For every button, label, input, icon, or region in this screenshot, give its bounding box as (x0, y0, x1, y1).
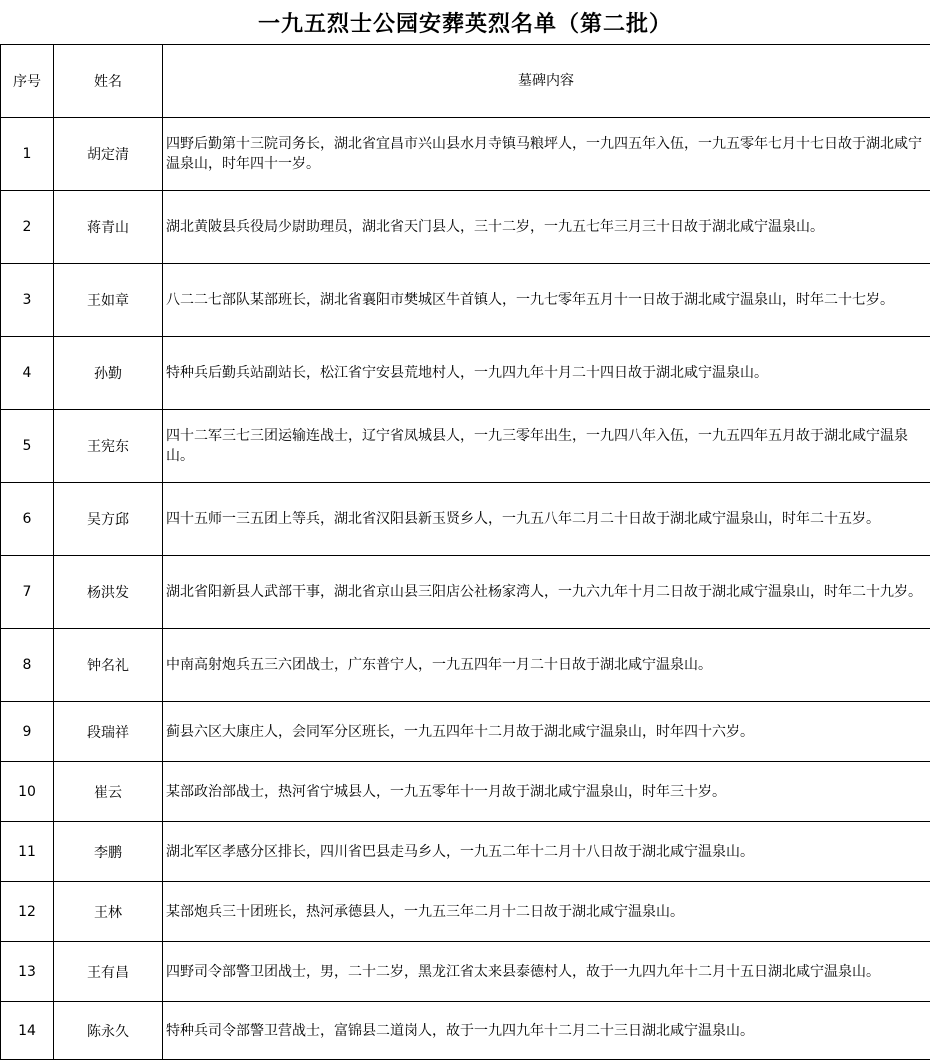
row-number: 14 (1, 1002, 54, 1060)
row-name: 崔云 (54, 762, 163, 822)
martyrs-table (0, 44, 930, 1060)
row-inscription: 四野司令部警卫团战士，男，二十二岁，黑龙江省太来县泰德村人，故于一九四九年十二月十五日湖北咸宁温泉山。 (163, 942, 930, 1002)
table-row (1, 264, 930, 337)
table-row (1, 556, 930, 629)
table-row (1, 1002, 930, 1060)
row-name: 孙勤 (54, 337, 163, 410)
header-name: 姓名 (54, 45, 163, 118)
row-inscription: 四十二军三七三团运输连战士，辽宁省凤城县人，一九三零年出生，一九四八年入伍，一九五四年五月故于湖北咸宁温泉山。 (163, 410, 930, 483)
row-name: 王宪东 (54, 410, 163, 483)
page-title: 一九五烈士公园安葬英烈名单（第二批） (257, 12, 672, 37)
table-row (1, 410, 930, 483)
table-row (1, 118, 930, 191)
table-row (1, 882, 930, 942)
row-number: 2 (1, 191, 54, 264)
row-name: 王有昌 (54, 942, 163, 1002)
row-number: 5 (1, 410, 54, 483)
row-name: 吴方邱 (54, 483, 163, 556)
row-number: 10 (1, 762, 54, 822)
row-name: 王林 (54, 882, 163, 942)
row-name: 蒋青山 (54, 191, 163, 264)
row-inscription: 特种兵后勤兵站副站长，松江省宁安县荒地村人，一九四九年十月二十四日故于湖北咸宁温泉山。 (163, 337, 930, 410)
row-number: 7 (1, 556, 54, 629)
row-number: 9 (1, 702, 54, 762)
row-name: 杨洪发 (54, 556, 163, 629)
row-name: 段瑞祥 (54, 702, 163, 762)
row-name: 王如章 (54, 264, 163, 337)
table-row (1, 762, 930, 822)
row-number: 12 (1, 882, 54, 942)
row-number: 8 (1, 629, 54, 702)
row-inscription: 某部政治部战士，热河省宁城县人，一九五零年十一月故于湖北咸宁温泉山，时年三十岁。 (163, 762, 930, 822)
row-inscription: 湖北黄陂县兵役局少尉助理员，湖北省天门县人，三十二岁，一九五七年三月三十日故于湖北咸宁温泉山。 (163, 191, 930, 264)
row-number: 1 (1, 118, 54, 191)
row-number: 3 (1, 264, 54, 337)
row-inscription: 湖北省阳新县人武部干事，湖北省京山县三阳店公社杨家湾人，一九六九年十月二日故于湖北咸宁温泉山，时年二十九岁。 (163, 556, 930, 629)
row-name: 陈永久 (54, 1002, 163, 1060)
row-number: 13 (1, 942, 54, 1002)
header-row (1, 45, 930, 118)
row-inscription: 四十五师一三五团上等兵，湖北省汉阳县新玉贤乡人，一九五八年二月二十日故于湖北咸宁温泉山，时年二十五岁。 (163, 483, 930, 556)
table-row (1, 191, 930, 264)
row-inscription: 四野后勤第十三院司务长，湖北省宜昌市兴山县水月寺镇马粮坪人，一九四五年入伍，一九五零年七月十七日故于湖北咸宁温泉山，时年四十一岁。 (163, 118, 930, 191)
header-number: 序号 (1, 45, 54, 118)
table-row (1, 702, 930, 762)
row-name: 胡定清 (54, 118, 163, 191)
table-row (1, 337, 930, 410)
row-number: 4 (1, 337, 54, 410)
row-inscription: 湖北军区孝感分区排长，四川省巴县走马乡人，一九五二年十二月十八日故于湖北咸宁温泉山。 (163, 822, 930, 882)
row-number: 11 (1, 822, 54, 882)
table-row (1, 942, 930, 1002)
row-number: 6 (1, 483, 54, 556)
row-name: 李鹏 (54, 822, 163, 882)
table-row (1, 483, 930, 556)
row-inscription: 蓟县六区大康庄人，会同军分区班长，一九五四年十二月故于湖北咸宁温泉山，时年四十六岁。 (163, 702, 930, 762)
row-inscription: 某部炮兵三十团班长，热河承德县人，一九五三年二月十二日故于湖北咸宁温泉山。 (163, 882, 930, 942)
header-inscription: 墓碑内容 (163, 45, 930, 118)
row-inscription: 特种兵司令部警卫营战士，富锦县二道岗人，故于一九四九年十二月二十三日湖北咸宁温泉山。 (163, 1002, 930, 1060)
row-inscription: 八二二七部队某部班长，湖北省襄阳市樊城区牛首镇人，一九七零年五月十一日故于湖北咸宁温泉山，时年二十七岁。 (163, 264, 930, 337)
row-inscription: 中南高射炮兵五三六团战士，广东普宁人，一九五四年一月二十日故于湖北咸宁温泉山。 (163, 629, 930, 702)
table-row (1, 629, 930, 702)
table-row (1, 822, 930, 882)
row-name: 钟名礼 (54, 629, 163, 702)
